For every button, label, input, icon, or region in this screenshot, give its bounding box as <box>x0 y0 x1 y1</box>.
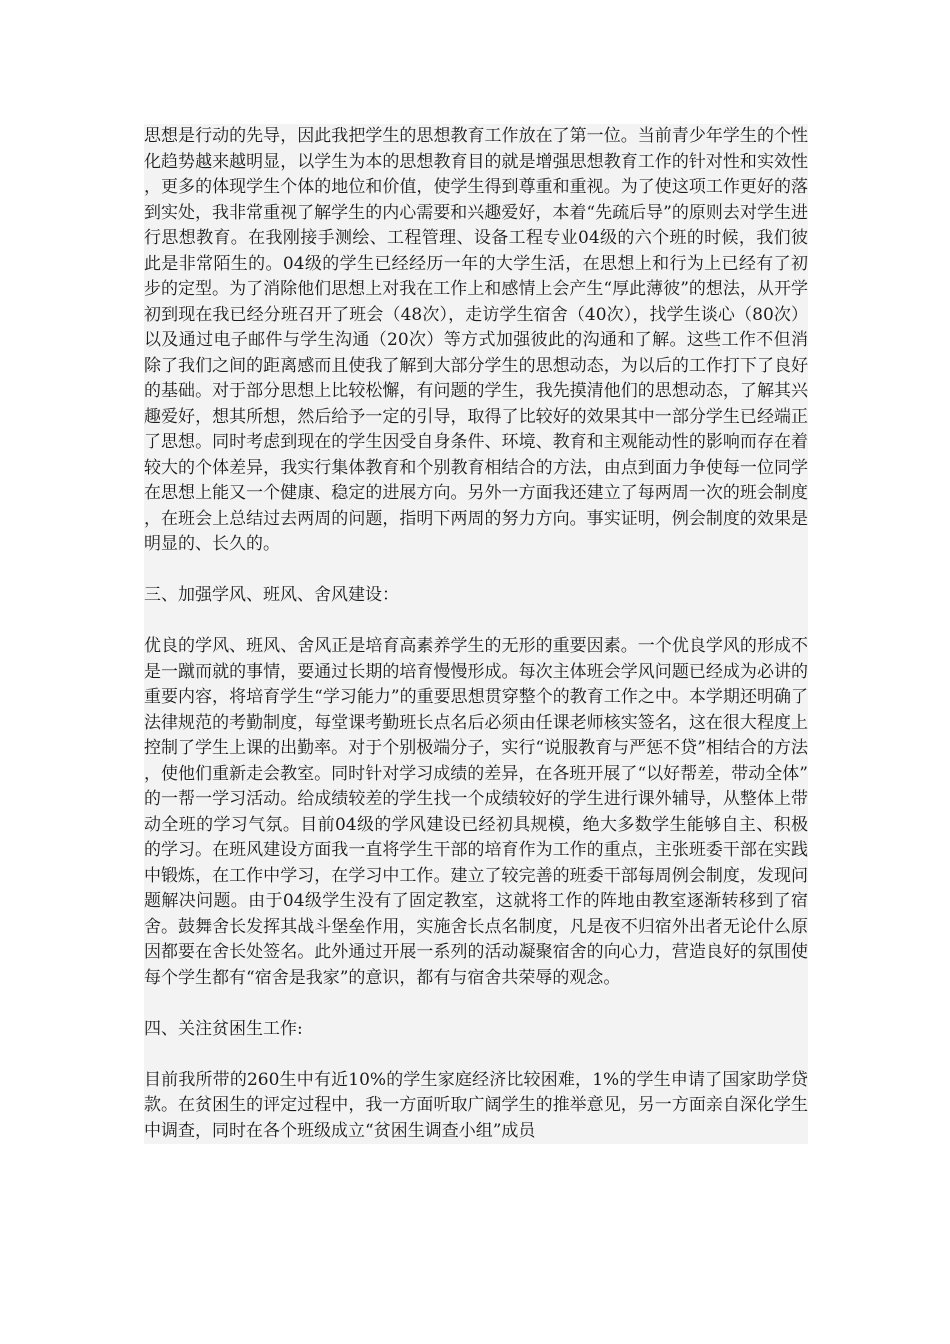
paragraph-spacer <box>144 558 808 584</box>
document-body <box>144 124 808 1144</box>
section-heading-poor-students: 四、关注贫困生工作: <box>144 1017 808 1043</box>
paragraph-spacer <box>144 609 808 635</box>
paragraph-ideological-education: 思想是行动的先导，因此我把学生的思想教育工作放在了第一位。当前青少年学生的个性化趋势越来越明显，以学生为本的思想教育目的就是增强思想教育工作的针对性和实效性，更多的体现学生个体的地位和价值，使学生得到尊重和重视。为了使这项工作更好的落到实处，我非常重视了解学生的内心需要和兴趣爱好，本着“先疏后导”的原则去对学生进行思想教育。在我刚接手测绘、工程管理、设备工程专业04级的六个班的时候，我们彼此是非常陌生的。04级的学生已经经历一年的大学生活，在思想上和行为上已经有了初步的定型。为了消除他们思想上对我在工作上和感情上会产生“厚此薄彼”的想法，从开学初到现在我已经分班召开了班会（48次），走访学生宿舍（40次），找学生谈心（80次）以及通过电子邮件与学生沟通（20次）等方式加强彼此的沟通和了解。这些工作不但消除了我们之间的距离感而且使我了解到大部分学生的思想动态，为以后的工作打下了良好的基础。对于部分思想上比较松懈，有问题的学生，我先摸清他们的思想动态，了解其兴趣爱好，想其所想，然后给予一定的引导，取得了比较好的效果其中一部分学生已经端正了思想。同时考虑到现在的学生因受自身条件、环境、教育和主观能动性的影响而存在着较大的个体差异，我实行集体教育和个别教育相结合的方法，由点到面力争使每一位同学在思想上能又一个健康、稳定的进展方向。另外一方面我还建立了每两周一次的班会制度，在班会上总结过去两周的问题，指明下两周的努力方向。事实证明，例会制度的效果是明显的、长久的。 <box>144 124 808 558</box>
paragraph-study-style: 优良的学风、班风、舍风正是培育高素养学生的无形的重要因素。一个优良学风的形成不是一蹴而就的事情，要通过长期的培育慢慢形成。每次主体班会学风问题已经成为必讲的重要内容，将培育学生“学习能力”的重要思想贯穿整个的教育工作之中。本学期还明确了法律规范的考勤制度，每堂课考勤班长点名后必须由任课老师核实签名，这在很大程度上控制了学生上课的出勤率。对于个别极端分子，实行“说服教育与严惩不贷”相结合的方法，使他们重新走会教室。同时针对学习成绩的差异，在各班开展了“以好帮差，带动全体”的一帮一学习活动。给成绩较差的学生找一个成绩较好的学生进行课外辅导，从整体上带动全班的学习气氛。目前04级的学风建设已经初具规模，绝大多数学生能够自主、积极的学习。在班风建设方面我一直将学生干部的培育作为工作的重点，主张班委干部在实践中锻炼，在工作中学习，在学习中工作。建立了较完善的班委干部每周例会制度，发现问题解决问题。由于04级学生没有了固定教室，这就将工作的阵地由教室逐渐转移到了宿舍。鼓舞舍长发挥其战斗堡垒作用，实施舍长点名制度，凡是夜不归宿外出者无论什么原因都要在舍长处签名。此外通过开展一系列的活动凝聚宿舍的向心力，营造良好的氛围使每个学生都有“宿舍是我家”的意识，都有与宿舍共荣辱的观念。 <box>144 634 808 991</box>
paragraph-spacer <box>144 1042 808 1068</box>
paragraph-spacer <box>144 991 808 1017</box>
section-heading-study-style: 三、加强学风、班风、舍风建设： <box>144 583 808 609</box>
paragraph-poor-students: 目前我所带的260生中有近10%的学生家庭经济比较困难，1%的学生申请了国家助学贷款。在贫困生的评定过程中，我一方面听取广阔学生的推举意见，另一方面亲自深化学生中调查，同时在各个班级成立“贫困生调查小组”成员 <box>144 1068 808 1145</box>
